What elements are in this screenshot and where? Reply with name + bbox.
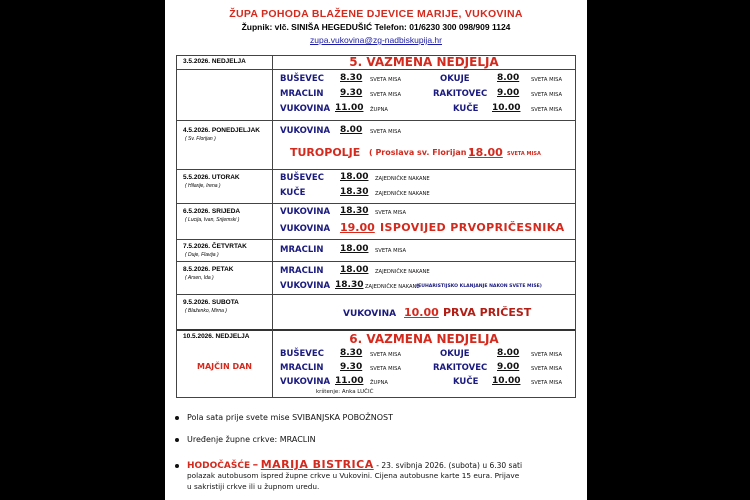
day-row-monday xyxy=(177,121,575,170)
time-label: 8.30 xyxy=(340,348,363,358)
kind-label: ŽUPNA xyxy=(370,107,388,113)
schedule-table xyxy=(176,55,576,398)
kind-label: ZAJEDNIČKE NAKANE xyxy=(375,269,430,275)
kind-label: ZAJEDNIČKE NAKANE xyxy=(375,191,430,197)
day-date: 9.5.2026. SUBOTA xyxy=(183,299,239,306)
week2-title: 6. VAZMENA NEDJELJA xyxy=(349,332,499,346)
day-row-friday xyxy=(177,262,575,295)
place-label: VUKOVINA xyxy=(280,207,331,217)
special-place: VUKOVINA xyxy=(343,309,397,319)
kind-label: SVETA MISA xyxy=(370,352,402,358)
priest-line: Župnik: vlč. SINIŠA HEGEDUŠIĆ Telefon: 01/6230 300 098/909 1124 xyxy=(241,22,511,32)
time-label: 18.00 xyxy=(340,244,369,254)
pilgrimage-signup: u sakristiji crkve ili u župnom uredu. xyxy=(187,482,320,491)
kind-label: SVETA MISA xyxy=(531,92,563,98)
special-kind: ISPOVIJED PRVOPRIČESNIKA xyxy=(380,221,565,234)
day-date: 5.5.2026. UTORAK xyxy=(183,174,240,181)
kind-label: SVETA MISA xyxy=(531,77,563,83)
place-label: OKUJE xyxy=(440,74,470,84)
place-label: MRACLIN xyxy=(280,266,324,276)
kind-label: SVETA MISA xyxy=(375,210,407,216)
place-label: BUŠEVEC xyxy=(280,74,324,84)
time-label: 18.00 xyxy=(340,172,369,182)
kind-label: SVETA MISA xyxy=(370,366,402,372)
kind-label: SVETA MISA xyxy=(370,129,402,135)
kind-label: SVETA MISA xyxy=(531,107,563,113)
place-label: VUKOVINA xyxy=(280,126,331,136)
time-label: 8.00 xyxy=(340,125,363,135)
parish-title: ŽUPA POHODA BLAŽENE DJEVICE MARIJE, VUKOVINA xyxy=(229,8,523,20)
bullet-icon xyxy=(175,464,179,468)
schedule-sheet xyxy=(165,0,587,500)
place-label: VUKOVINA xyxy=(280,224,331,234)
day-row-tuesday xyxy=(177,170,575,204)
kind-label: SVETA MISA xyxy=(531,352,563,358)
time-label: 18.30 xyxy=(340,206,369,216)
place-label: RAKITOVEC xyxy=(433,363,488,373)
time-label: 18.30 xyxy=(340,187,369,197)
time-label: 10.00 xyxy=(492,103,521,113)
place-label: BUŠEVEC xyxy=(280,349,324,359)
day-date: 8.5.2026. PETAK xyxy=(183,266,234,273)
place-label: VUKOVINA xyxy=(280,104,331,114)
special-kind: SVETA MISA xyxy=(507,151,541,157)
kind-label: SVETA MISA xyxy=(370,92,402,98)
day-saints: ( Arsen, Ida ) xyxy=(185,275,214,281)
day-date: 6.5.2026. SRIJEDA xyxy=(183,208,241,215)
kind-label: ŽUPNA xyxy=(370,380,388,386)
note-may-devotion: Pola sata prije svete mise SVIBANJSKA POBOŽNOST xyxy=(175,413,393,422)
special-time: 10.00 xyxy=(404,306,439,319)
place-label: MRACLIN xyxy=(280,89,324,99)
week1-masses-row xyxy=(177,70,575,121)
time-label: 11.00 xyxy=(335,103,364,113)
kind-label: SVETA MISA xyxy=(531,380,563,386)
time-label: 9.00 xyxy=(497,362,520,372)
special-time: 19.00 xyxy=(340,221,375,234)
day-saints: ( Hilarije, Irena ) xyxy=(185,183,221,189)
day-row-thursday xyxy=(177,240,575,262)
bullet-icon xyxy=(175,416,179,420)
week1-header-row xyxy=(177,56,575,70)
special-place: TUROPOLJE xyxy=(290,146,361,159)
week1-date: 3.5.2026. NEDJELJA xyxy=(183,58,246,65)
bullet-icon xyxy=(175,438,179,442)
pilgrimage-details: polazak autobusom ispred župne crkve u Vukovini. Cijena autobusne karte 15 eura. Prijave xyxy=(187,471,520,480)
day-saints: ( Blaženko, Mirna ) xyxy=(185,308,227,314)
mothers-day-note: MAJČIN DAN xyxy=(197,362,252,371)
baptism-note: krštenje: Anka LUČIĆ xyxy=(316,389,374,395)
day-date: 4.5.2026. PONEDJELJAK xyxy=(183,127,260,134)
kind-label: ZAJEDNIČKE NAKANE xyxy=(365,284,420,290)
adoration-note: (EUHARISTIJSKO KLANJANJE NAKON SVETE MISE) xyxy=(416,284,542,289)
day-row-wednesday xyxy=(177,204,575,240)
kind-label: SVETA MISA xyxy=(531,366,563,372)
day-date: 7.5.2026. ČETVRTAK xyxy=(183,243,247,250)
time-label: 11.00 xyxy=(335,376,364,386)
place-label: KUČE xyxy=(453,104,479,114)
place-label: RAKITOVEC xyxy=(433,89,488,99)
place-label: BUŠEVEC xyxy=(280,173,324,183)
place-label: OKUJE xyxy=(440,349,470,359)
special-note: ( Proslava sv. Florijan ) xyxy=(369,148,473,157)
place-label: KUČE xyxy=(453,377,479,387)
time-label: 18.00 xyxy=(340,265,369,275)
day-saints: ( Lucija, Ivan, Srijemski ) xyxy=(185,217,240,223)
kind-label: SVETA MISA xyxy=(375,248,407,254)
place-label: VUKOVINA xyxy=(280,377,331,387)
day-saints: ( Duje, Flavija ) xyxy=(185,252,219,258)
kind-label: SVETA MISA xyxy=(370,77,402,83)
place-label: VUKOVINA xyxy=(280,281,331,291)
week2-date: 10.5.2026. NEDJELJA xyxy=(183,333,250,340)
time-label: 9.30 xyxy=(340,88,363,98)
week2-row xyxy=(177,331,575,397)
week1-title: 5. VAZMENA NEDJELJA xyxy=(349,55,499,69)
time-label: 8.00 xyxy=(497,73,520,83)
special-time: 18.00 xyxy=(468,146,503,159)
time-label: 10.00 xyxy=(492,376,521,386)
time-label: 18.30 xyxy=(335,280,364,290)
time-label: 8.30 xyxy=(340,73,363,83)
place-label: KUČE xyxy=(280,188,306,198)
place-label: MRACLIN xyxy=(280,245,324,255)
time-label: 9.00 xyxy=(497,88,520,98)
special-kind: PRVA PRIČEST xyxy=(443,306,532,319)
time-label: 8.00 xyxy=(497,348,520,358)
parish-email[interactable]: zupa.vukovina@zg-nadbiskupija.hr xyxy=(310,35,442,45)
note-pilgrimage: HODOČAŠĆE – MARIJA BISTRICA - 23. svibnja 2026. (subota) u 6.30 sati xyxy=(175,458,522,471)
time-label: 9.30 xyxy=(340,362,363,372)
day-saints: ( Sv. Florijan ) xyxy=(185,136,216,142)
note-church-cleaning: Uređenje župne crkve: MRACLIN xyxy=(175,435,316,444)
kind-label: ZAJEDNIČKE NAKANE xyxy=(375,176,430,182)
place-label: MRACLIN xyxy=(280,363,324,373)
day-row-saturday xyxy=(177,295,575,331)
